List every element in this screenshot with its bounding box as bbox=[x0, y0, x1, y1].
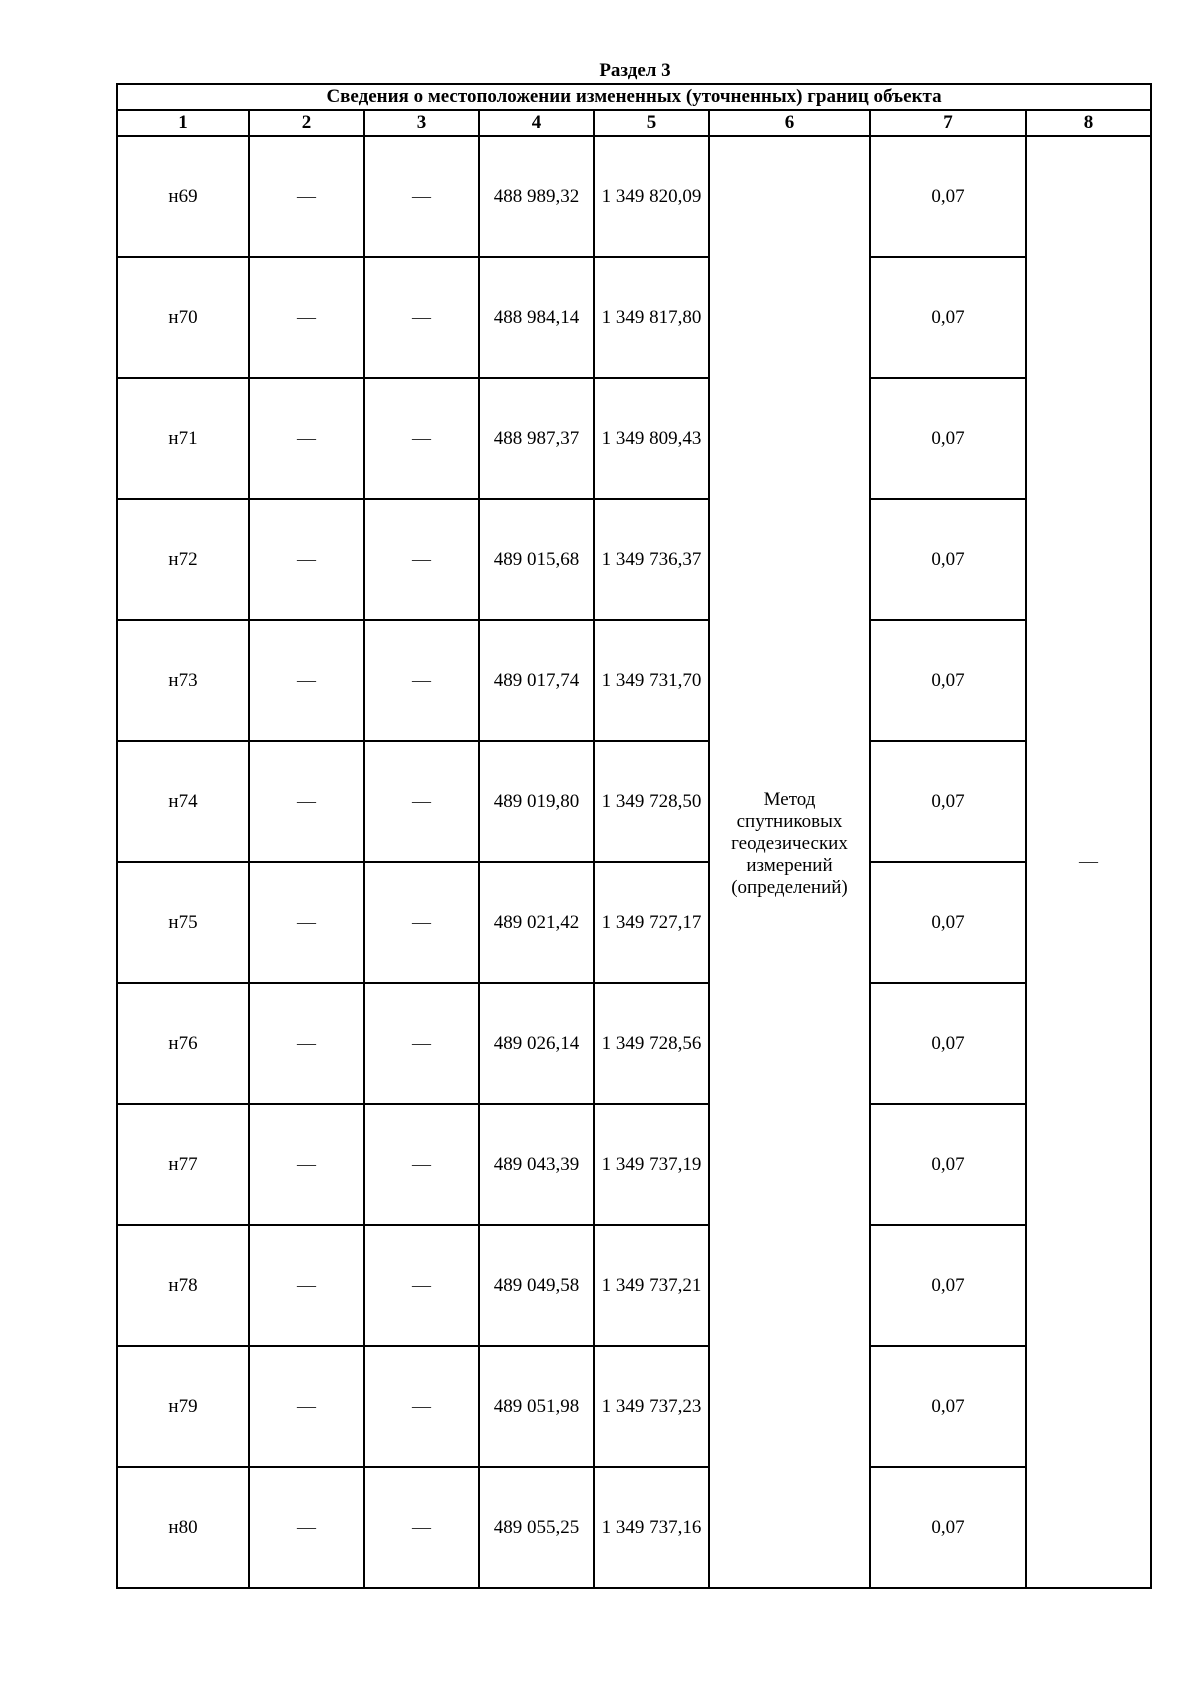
coordinate-y-cell: 1 349 737,16 bbox=[594, 1467, 709, 1588]
accuracy-cell: 0,07 bbox=[870, 136, 1026, 257]
column-3-cell-dash: — bbox=[412, 306, 431, 328]
column-2-cell-dash: — bbox=[297, 669, 316, 691]
table-row bbox=[117, 257, 1151, 378]
accuracy-cell: 0,07 bbox=[870, 1225, 1026, 1346]
column-2-cell bbox=[249, 1104, 364, 1225]
column-3-cell bbox=[364, 257, 479, 378]
column-2-cell bbox=[249, 499, 364, 620]
column-8-dash: — bbox=[1079, 851, 1099, 872]
table-row bbox=[117, 1104, 1151, 1225]
column-3-cell-dash: — bbox=[412, 790, 431, 812]
column-2-cell-dash: — bbox=[297, 185, 316, 207]
column-2-cell-dash: — bbox=[297, 1153, 316, 1175]
coordinate-x-cell: 489 017,74 bbox=[479, 620, 594, 741]
column-3-cell-dash: — bbox=[412, 1395, 431, 1417]
coordinate-x-cell: 489 026,14 bbox=[479, 983, 594, 1104]
coordinate-y-cell: 1 349 737,21 bbox=[594, 1225, 709, 1346]
column-2-cell bbox=[249, 1225, 364, 1346]
accuracy-cell: 0,07 bbox=[870, 1467, 1026, 1588]
coordinate-y-cell: 1 349 727,17 bbox=[594, 862, 709, 983]
column-number-8: 8 bbox=[1026, 110, 1151, 136]
accuracy-cell: 0,07 bbox=[870, 378, 1026, 499]
table-caption-row bbox=[117, 84, 1151, 110]
column-3-cell bbox=[364, 378, 479, 499]
table-row bbox=[117, 741, 1151, 862]
table-caption: Сведения о местоположении измененных (уточненных) границ объекта bbox=[117, 84, 1151, 110]
coordinate-x-cell: 488 987,37 bbox=[479, 378, 594, 499]
point-name-cell: н72 bbox=[117, 499, 249, 620]
column-number-1: 1 bbox=[117, 110, 249, 136]
point-name-cell: н77 bbox=[117, 1104, 249, 1225]
accuracy-cell: 0,07 bbox=[870, 499, 1026, 620]
point-name-cell: н76 bbox=[117, 983, 249, 1104]
column-3-cell-dash: — bbox=[412, 911, 431, 933]
column-3-cell bbox=[364, 1104, 479, 1225]
coordinate-y-cell: 1 349 737,19 bbox=[594, 1104, 709, 1225]
column-2-cell bbox=[249, 257, 364, 378]
column-3-cell bbox=[364, 862, 479, 983]
point-name-cell: н79 bbox=[117, 1346, 249, 1467]
accuracy-cell: 0,07 bbox=[870, 862, 1026, 983]
accuracy-cell: 0,07 bbox=[870, 257, 1026, 378]
coordinate-y-cell: 1 349 731,70 bbox=[594, 620, 709, 741]
column-3-cell bbox=[364, 983, 479, 1104]
coordinate-x-cell: 489 015,68 bbox=[479, 499, 594, 620]
column-3-cell-dash: — bbox=[412, 427, 431, 449]
column-2-cell bbox=[249, 1346, 364, 1467]
coordinate-x-cell: 488 984,14 bbox=[479, 257, 594, 378]
method-text: Метод спутниковых геодезических измерений (определений) bbox=[731, 789, 848, 898]
table-row bbox=[117, 136, 1151, 257]
column-number-3: 3 bbox=[364, 110, 479, 136]
point-name-cell: н74 bbox=[117, 741, 249, 862]
table-row bbox=[117, 499, 1151, 620]
column-3-cell-dash: — bbox=[412, 185, 431, 207]
column-3-cell bbox=[364, 620, 479, 741]
column-3-cell-dash: — bbox=[412, 1516, 431, 1538]
column-2-cell-dash: — bbox=[297, 1395, 316, 1417]
column-2-cell-dash: — bbox=[297, 427, 316, 449]
coordinate-x-cell: 489 055,25 bbox=[479, 1467, 594, 1588]
coordinate-y-cell: 1 349 728,50 bbox=[594, 741, 709, 862]
point-name-cell: н70 bbox=[117, 257, 249, 378]
table-row bbox=[117, 1346, 1151, 1467]
column-2-cell-dash: — bbox=[297, 1516, 316, 1538]
section-title: Раздел 3 bbox=[599, 60, 671, 81]
coordinate-y-cell: 1 349 817,80 bbox=[594, 257, 709, 378]
column-number-5: 5 bbox=[594, 110, 709, 136]
coordinate-y-cell: 1 349 820,09 bbox=[594, 136, 709, 257]
column-2-cell bbox=[249, 378, 364, 499]
point-name-cell: н78 bbox=[117, 1225, 249, 1346]
table-row bbox=[117, 620, 1151, 741]
column-2-cell bbox=[249, 620, 364, 741]
coordinate-x-cell: 488 989,32 bbox=[479, 136, 594, 257]
table-row bbox=[117, 378, 1151, 499]
coordinate-x-cell: 489 021,42 bbox=[479, 862, 594, 983]
column-2-cell bbox=[249, 741, 364, 862]
column-3-cell bbox=[364, 1346, 479, 1467]
column-number-7: 7 bbox=[870, 110, 1026, 136]
accuracy-cell: 0,07 bbox=[870, 620, 1026, 741]
coordinate-y-cell: 1 349 809,43 bbox=[594, 378, 709, 499]
coordinate-y-cell: 1 349 728,56 bbox=[594, 983, 709, 1104]
coordinate-x-cell: 489 043,39 bbox=[479, 1104, 594, 1225]
column-number-6: 6 bbox=[709, 110, 870, 136]
table-row bbox=[117, 1225, 1151, 1346]
accuracy-cell: 0,07 bbox=[870, 1346, 1026, 1467]
column-3-cell-dash: — bbox=[412, 669, 431, 691]
point-name-cell: н75 bbox=[117, 862, 249, 983]
column-3-cell-dash: — bbox=[412, 1032, 431, 1054]
accuracy-cell: 0,07 bbox=[870, 983, 1026, 1104]
coordinate-y-cell: 1 349 737,23 bbox=[594, 1346, 709, 1467]
column-3-cell-dash: — bbox=[412, 1274, 431, 1296]
coordinate-x-cell: 489 051,98 bbox=[479, 1346, 594, 1467]
column-3-cell-dash: — bbox=[412, 548, 431, 570]
coordinate-y-cell: 1 349 736,37 bbox=[594, 499, 709, 620]
column-8-cell bbox=[1026, 136, 1151, 1588]
column-2-cell-dash: — bbox=[297, 1032, 316, 1054]
column-3-cell bbox=[364, 741, 479, 862]
coordinate-x-cell: 489 049,58 bbox=[479, 1225, 594, 1346]
column-3-cell-dash: — bbox=[412, 1153, 431, 1175]
boundary-coordinates-table bbox=[116, 83, 1152, 1589]
column-3-cell bbox=[364, 499, 479, 620]
column-number-2: 2 bbox=[249, 110, 364, 136]
point-name-cell: н69 bbox=[117, 136, 249, 257]
table-row bbox=[117, 862, 1151, 983]
column-2-cell bbox=[249, 1467, 364, 1588]
accuracy-cell: 0,07 bbox=[870, 1104, 1026, 1225]
column-number-4: 4 bbox=[479, 110, 594, 136]
column-2-cell-dash: — bbox=[297, 911, 316, 933]
column-2-cell bbox=[249, 983, 364, 1104]
table-body bbox=[117, 136, 1151, 1588]
column-2-cell-dash: — bbox=[297, 306, 316, 328]
column-2-cell-dash: — bbox=[297, 1274, 316, 1296]
column-3-cell bbox=[364, 136, 479, 257]
column-number-row bbox=[117, 110, 1151, 136]
column-2-cell-dash: — bbox=[297, 790, 316, 812]
column-3-cell bbox=[364, 1467, 479, 1588]
column-2-cell bbox=[249, 862, 364, 983]
method-cell bbox=[709, 136, 870, 1588]
point-name-cell: н80 bbox=[117, 1467, 249, 1588]
table-row bbox=[117, 983, 1151, 1104]
table-row bbox=[117, 1467, 1151, 1588]
column-2-cell-dash: — bbox=[297, 548, 316, 570]
accuracy-cell: 0,07 bbox=[870, 741, 1026, 862]
column-2-cell bbox=[249, 136, 364, 257]
point-name-cell: н71 bbox=[117, 378, 249, 499]
coordinate-x-cell: 489 019,80 bbox=[479, 741, 594, 862]
column-3-cell bbox=[364, 1225, 479, 1346]
point-name-cell: н73 bbox=[117, 620, 249, 741]
